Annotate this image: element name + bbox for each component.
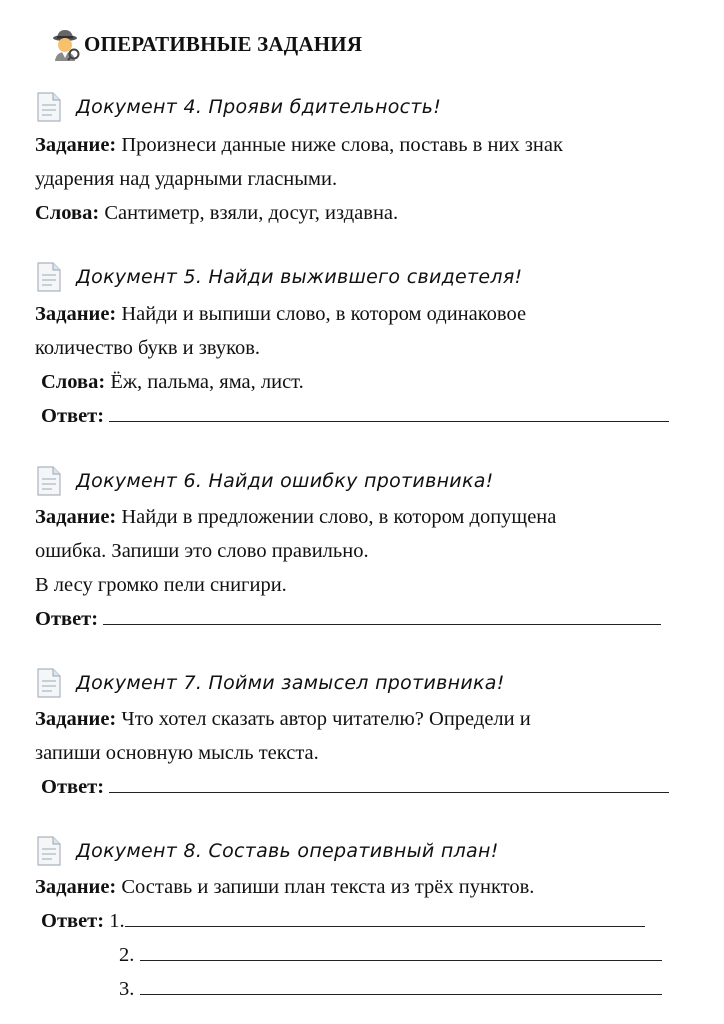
detective-icon bbox=[48, 27, 82, 61]
doc7-heading bbox=[36, 668, 505, 698]
doc5-task-line2: количество букв и звуков. bbox=[35, 337, 261, 359]
doc4-task-label: Задание: bbox=[35, 134, 117, 156]
doc5-task-line1 bbox=[35, 297, 526, 331]
doc5-words-line bbox=[41, 365, 304, 399]
doc8-item-2: 2. bbox=[119, 944, 135, 966]
document-icon bbox=[36, 836, 62, 866]
document-icon bbox=[36, 668, 62, 698]
doc7-title: Документ 7. Пойми замысел противника! bbox=[76, 672, 505, 694]
doc8-heading bbox=[36, 836, 499, 866]
doc6-task-text1: Найди в предложении слово, в котором допущена bbox=[116, 506, 557, 528]
doc7-answer-line bbox=[41, 770, 669, 804]
doc5-task-text1: Найди и выпиши слово, в котором одинаковое bbox=[116, 303, 527, 325]
doc6-answer-blank[interactable] bbox=[103, 604, 661, 625]
doc4-task-text1: Произнеси данные ниже слова, поставь в них знак bbox=[116, 134, 563, 156]
doc5-answer-label: Ответ: bbox=[41, 405, 105, 427]
doc6-heading bbox=[36, 466, 494, 496]
doc5-answer-blank[interactable] bbox=[109, 401, 669, 422]
doc8-task-line1 bbox=[35, 870, 534, 904]
page-title bbox=[48, 26, 362, 62]
doc4-task-line2: ударения над ударными гласными. bbox=[35, 168, 338, 190]
document-icon bbox=[36, 92, 62, 122]
doc6-task-line1 bbox=[35, 500, 556, 534]
doc5-answer-line bbox=[41, 399, 669, 433]
doc8-answer-line2 bbox=[119, 938, 662, 972]
title-text: ОПЕРАТИВНЫЕ ЗАДАНИЯ bbox=[84, 31, 363, 56]
doc8-answer-blank-3[interactable] bbox=[140, 974, 662, 995]
doc4-task-line1 bbox=[35, 128, 563, 162]
doc8-answer-line1 bbox=[41, 904, 645, 938]
doc7-task-label: Задание: bbox=[35, 708, 117, 730]
doc7-answer-label: Ответ: bbox=[41, 776, 105, 798]
doc4-heading bbox=[36, 92, 441, 122]
doc6-answer-line bbox=[35, 602, 661, 636]
doc4-title: Документ 4. Прояви бдительность! bbox=[76, 96, 442, 118]
doc6-sentence: В лесу громко пели снигири. bbox=[35, 574, 287, 596]
doc6-title: Документ 6. Найди ошибку противника! bbox=[76, 470, 494, 492]
doc7-task-line2: запиши основную мысль текста. bbox=[35, 742, 319, 764]
doc8-task-text1: Составь и запиши план текста из трёх пунктов. bbox=[116, 876, 535, 898]
doc6-task-label: Задание: bbox=[35, 506, 117, 528]
doc4-words-line bbox=[35, 196, 398, 230]
doc7-answer-blank[interactable] bbox=[109, 772, 669, 793]
doc8-answer-blank-1[interactable] bbox=[125, 906, 645, 927]
doc7-task-text1: Что хотел сказать автор читателю? Определи и bbox=[116, 708, 531, 730]
document-icon bbox=[36, 466, 62, 496]
doc8-title: Документ 8. Составь оперативный план! bbox=[76, 840, 499, 862]
doc4-words-label: Слова: bbox=[35, 202, 100, 224]
doc8-task-label: Задание: bbox=[35, 876, 117, 898]
doc8-answer-line3 bbox=[119, 972, 662, 1006]
doc5-heading bbox=[36, 262, 522, 292]
doc5-words: Ёж, пальма, яма, лист. bbox=[105, 371, 304, 393]
doc8-answer-label: Ответ: bbox=[41, 910, 105, 932]
doc5-words-label: Слова: bbox=[41, 371, 106, 393]
doc4-words: Сантиметр, взяли, досуг, издавна. bbox=[99, 202, 399, 224]
doc5-title: Документ 5. Найди выжившего свидетеля! bbox=[76, 266, 523, 288]
doc6-task-line2: ошибка. Запиши это слово правильно. bbox=[35, 540, 369, 562]
doc8-item-1: 1. bbox=[109, 910, 125, 932]
doc7-task-line1 bbox=[35, 702, 531, 736]
document-icon bbox=[36, 262, 62, 292]
doc6-answer-label: Ответ: bbox=[35, 608, 99, 630]
doc8-answer-blank-2[interactable] bbox=[140, 940, 662, 961]
doc5-task-label: Задание: bbox=[35, 303, 117, 325]
doc8-item-3: 3. bbox=[119, 978, 135, 1000]
